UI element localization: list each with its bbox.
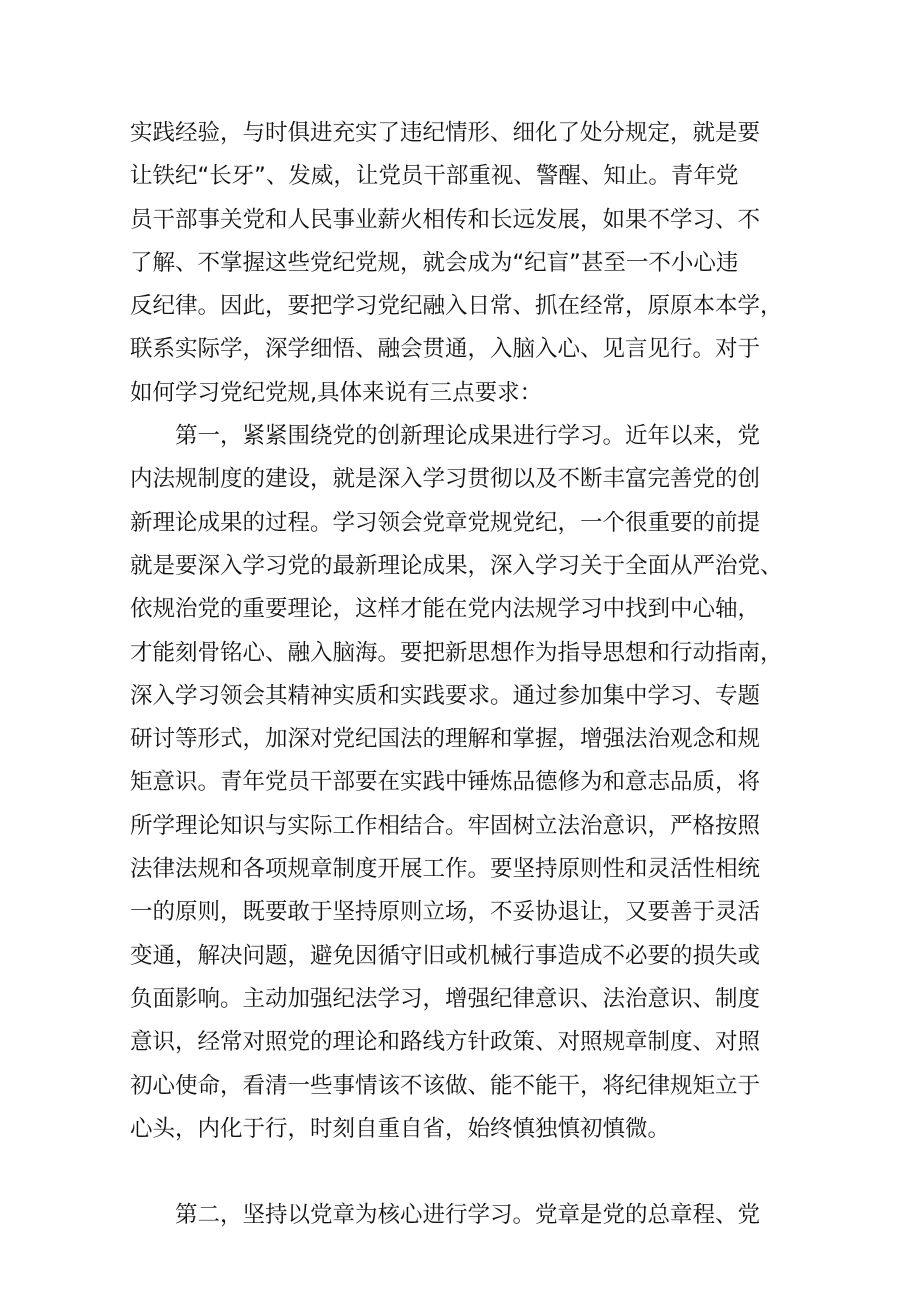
text-line: 才能刻骨铭心、融入脑海。要把新思想作为指导思想和行动指南， (130, 639, 783, 666)
text-line: 心头，内化于行，时刻自重自省，始终慎独慎初慎微。 (130, 1115, 671, 1142)
text-line: 就是要深入学习党的最新理论成果，深入学习关于全面从严治党、 (130, 552, 783, 579)
text-line: 让铁纪“长牙”、发威，让党员干部重视、警醒、知止。青年党 (130, 163, 739, 190)
text-line: 研讨等形式，加深对党纪国法的理解和掌握，增强法治观念和规 (130, 726, 761, 753)
paragraph-first-requirement (130, 415, 810, 1194)
text-line: 联系实际学，深学细悟、融会贯通，入脑入心、见言见行。对于 (130, 336, 761, 363)
text-line: 意识，经常对照党的理论和路线方针政策、对照规章制度、对照 (130, 1029, 761, 1056)
body-text (130, 112, 810, 1238)
text-line (130, 1151, 810, 1194)
text-line: 新理论成果的过程。学习领会党章党规党纪，一个很重要的前提 (130, 509, 761, 536)
text-line: 所学理论知识与实际工作相结合。牢固树立法治意识，严格按照 (130, 812, 761, 839)
text-line: 依规治党的重要理论，这样才能在党内法规学习中找到中心轴， (130, 596, 761, 623)
text-line: 一的原则，既要敢于坚持原则立场，不妥协退让，又要善于灵活 (130, 899, 761, 926)
paragraph-second-requirement (130, 1194, 810, 1237)
text-line: 第二，坚持以党章为核心进行学习。党章是党的总章程、党 (175, 1202, 761, 1229)
text-line: 员干部事关党和人民事业薪火相传和长远发展，如果不学习、不 (130, 206, 761, 233)
text-line: 负面影响。主动加强纪法学习，增强纪律意识、法治意识、制度 (130, 985, 761, 1012)
text-line: 法律法规和各项规章制度开展工作。要坚持原则性和灵活性相统 (130, 856, 761, 883)
text-line: 第一，紧紧围绕党的创新理论成果进行学习。近年以来，党 (175, 423, 761, 450)
text-line: 如何学习党纪党规,具体来说有三点要求： (130, 379, 543, 406)
text-line: 深入学习领会其精神实质和实践要求。通过参加集中学习、专题 (130, 682, 761, 709)
text-line: 内法规制度的建设，就是深入学习贯彻以及不断丰富完善党的创 (130, 466, 761, 493)
text-line: 实践经验，与时俱进充实了违纪情形、细化了处分规定，就是要 (130, 120, 761, 146)
paragraph-intro-continuation (130, 112, 810, 415)
text-line: 反纪律。因此，要把学习党纪融入日常、抓在经常，原原本本学， (130, 293, 783, 320)
text-line: 矩意识。青年党员干部要在实践中锤炼品德修为和意志品质，将 (130, 769, 761, 796)
text-line: 了解、不掌握这些党纪党规，就会成为“纪盲”甚至一不小心违 (130, 249, 739, 276)
text-line: 变通，解决问题，避免因循守旧或机械行事造成不必要的损失或 (130, 942, 761, 969)
text-line: 初心使命，看清一些事情该不该做、能不能干，将纪律规矩立于 (130, 1072, 761, 1099)
